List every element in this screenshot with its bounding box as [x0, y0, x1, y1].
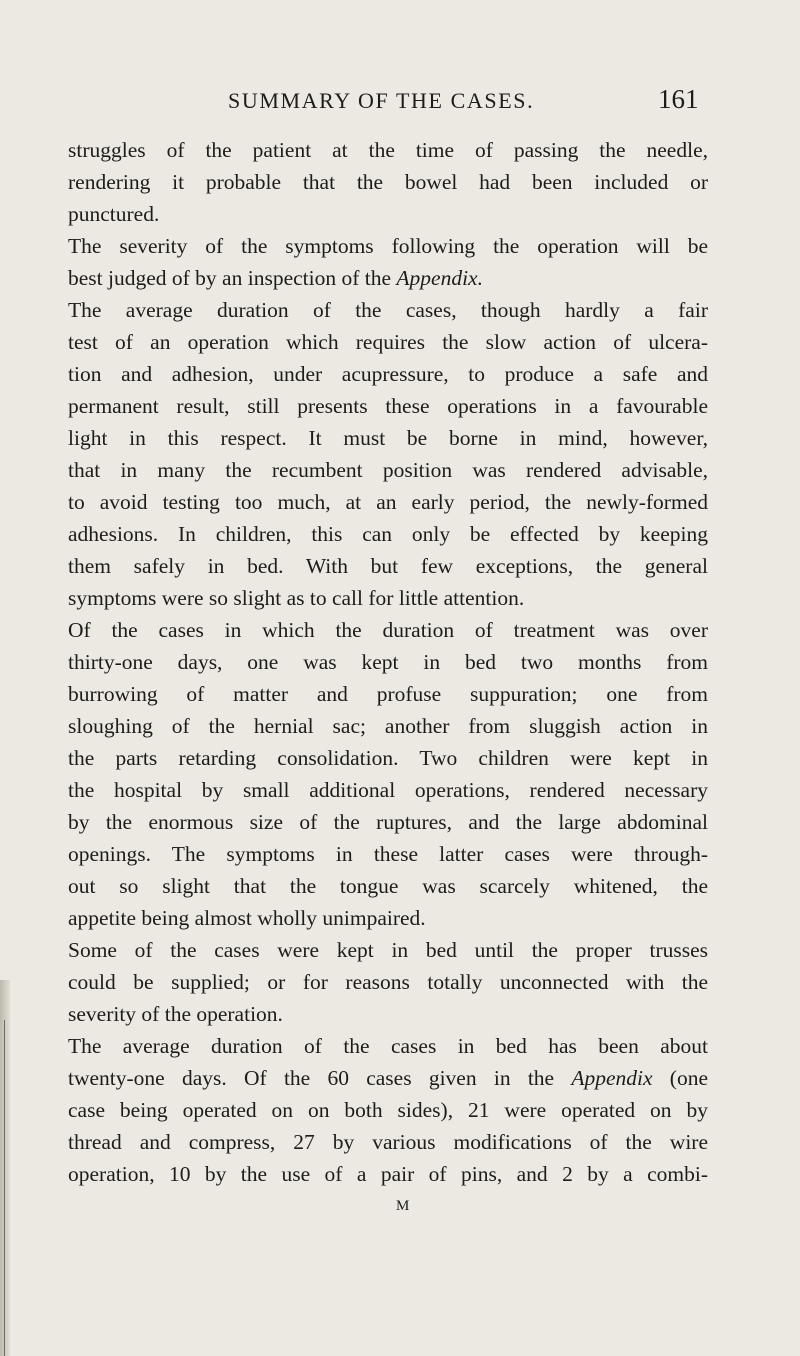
text-line: rendering it probable that the bowel had been included or	[68, 170, 708, 194]
text-line: Of the cases in which the duration of treatment was over	[68, 618, 708, 642]
signature-mark: M	[396, 1198, 411, 1214]
text-line: could be supplied; or for reasons totally unconnected with the	[68, 970, 708, 994]
text-line: by the enormous size of the ruptures, and the large abdominal	[68, 810, 708, 834]
appendix-reference: Appendix.	[396, 266, 483, 290]
text-line: adhesions. In children, this can only be effected by keeping	[68, 522, 708, 546]
text-span: twenty-one days. Of the 60 cases given in the	[68, 1066, 572, 1090]
text-line: tion and adhesion, under acupressure, to produce a safe and	[68, 362, 708, 386]
text-line	[68, 262, 708, 294]
text-line: punctured.	[68, 202, 160, 226]
text-line: The average duration of the cases in bed has been about	[68, 1034, 708, 1058]
running-head: SUMMARY OF THE CASES.	[228, 88, 535, 113]
text-line: thirty-one days, one was kept in bed two months from	[68, 650, 708, 674]
page-number: 161	[658, 84, 699, 114]
text-line: the parts retarding consolidation. Two children were kept in	[68, 746, 708, 770]
text-line: operation, 10 by the use of a pair of pins, and 2 by a combi-	[68, 1162, 708, 1186]
text-line: openings. The symptoms in these latter cases were through-	[68, 842, 708, 866]
text-line: them safely in bed. With but few exceptions, the general	[68, 554, 708, 578]
binding-line	[4, 1020, 5, 1356]
text-line: permanent result, still presents these operations in a favourable	[68, 394, 708, 418]
appendix-reference: Appendix	[571, 1066, 653, 1090]
text-line: to avoid testing too much, at an early period, the newly-formed	[68, 490, 708, 514]
text-line: The severity of the symptoms following the operation will be	[68, 234, 708, 258]
text-span: best judged of by an inspection of the	[68, 266, 397, 290]
text-line: test of an operation which requires the slow action of ulcera-	[68, 330, 708, 354]
text-line: case being operated on on both sides), 21 were operated on by	[68, 1098, 708, 1122]
text-line: burrowing of matter and profuse suppuration; one from	[68, 682, 708, 706]
text-line: sloughing of the hernial sac; another from sluggish action in	[68, 714, 708, 738]
binding-edge	[0, 980, 10, 1356]
text-line: the hospital by small additional operations, rendered necessary	[68, 778, 708, 802]
text-line: out so slight that the tongue was scarcely whitened, the	[68, 874, 708, 898]
text-span: (one	[652, 1066, 709, 1090]
text-line: severity of the operation.	[68, 1002, 283, 1026]
text-line	[68, 1062, 708, 1094]
text-line: struggles of the patient at the time of passing the needle,	[68, 138, 708, 162]
text-line: symptoms were so slight as to call for little attention.	[68, 586, 525, 610]
text-line: light in this respect. It must be borne in mind, however,	[68, 426, 708, 450]
text-line: Some of the cases were kept in bed until the proper trusses	[68, 938, 708, 962]
text-line: appetite being almost wholly unimpaired.	[68, 906, 426, 930]
text-line: thread and compress, 27 by various modifications of the wire	[68, 1130, 708, 1154]
text-line: that in many the recumbent position was rendered advisable,	[68, 458, 708, 482]
text-line: The average duration of the cases, though hardly a fair	[68, 298, 708, 322]
